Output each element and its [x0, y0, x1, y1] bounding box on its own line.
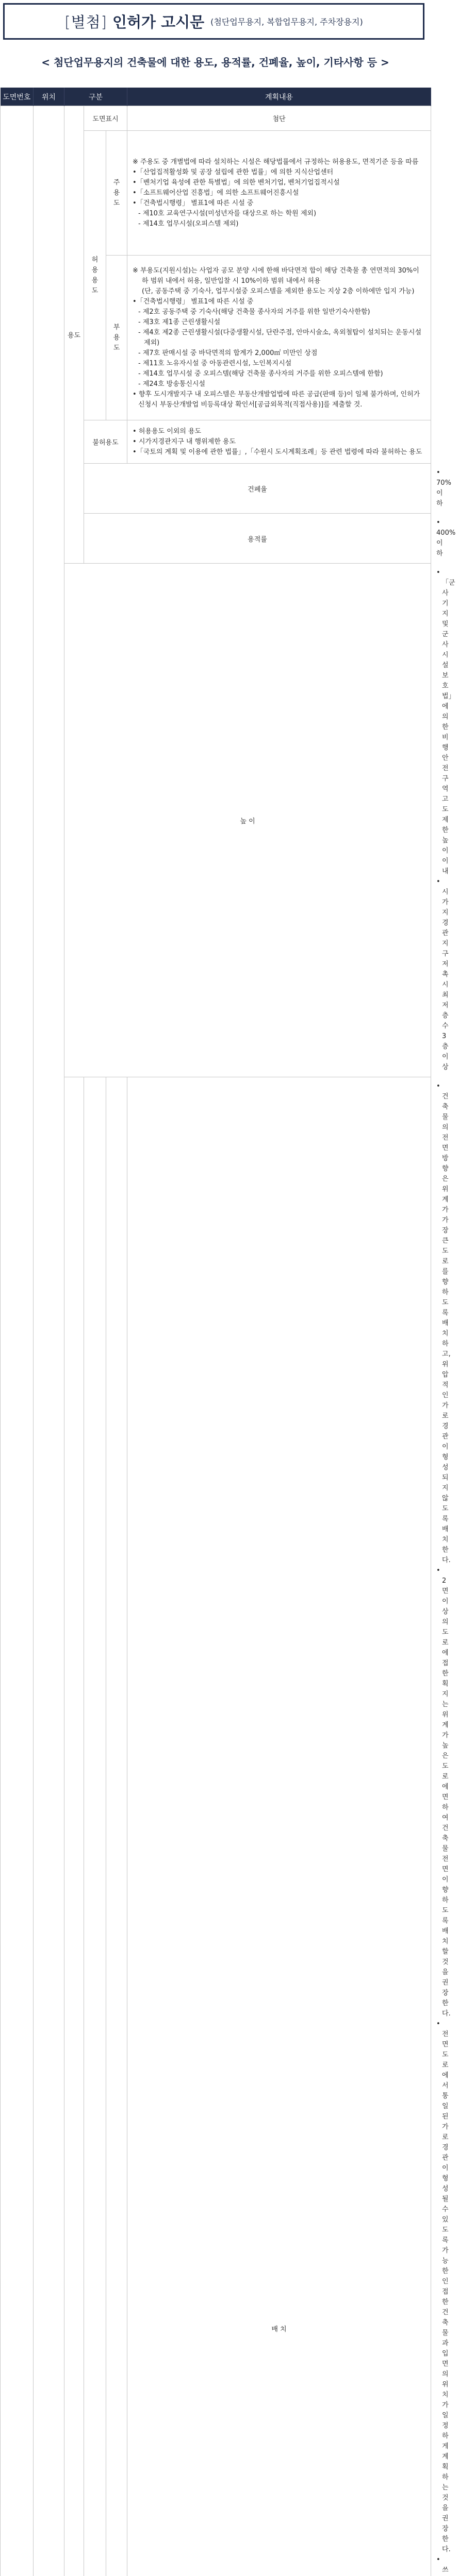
content-line: • 향후 도시개발지구 내 오피스텔은 부동산개발업법에 따른 공급(판매 등)이 일체 불가하며, 인허가 신청시 부동산개발업 비등록대상 확인서[공급외목적(직접사용)]를 제출할 것. [133, 389, 425, 410]
header-drawing-no: 도면번호 [1, 88, 34, 106]
main-usage-content [127, 131, 431, 256]
page-title: 인허가 고시문 [112, 11, 204, 32]
content-line: •「군사기지 및 군사시설보호법」에 의한 비행안전구역 고도제한 높이 이내 [436, 568, 442, 877]
far-label: 용적률 [84, 514, 431, 564]
content-line: ※ 부용도(지원시설)는 사업자 공모 분양 시에 한해 바닥면적 합이 해당 건축물 총 연면적의 30%이하 범위 내에서 허용, 일반입찰 시 10%이하 범위 내에서 허용 [133, 266, 425, 286]
table-header-row [1, 88, 431, 106]
allowed-usage-label: 허용용도 [84, 131, 106, 420]
content-line: • 건축물의 전면방향은 위계가 가장 큰 도로를 향하도록 배치하고, 위압적인 가로경관이 형성되지 않도록 배치한다. [436, 1081, 442, 1566]
content-line: - 제2호 공동주택 중 기숙사(해당 건축물 종사자의 거주를 위한 일반기숙사한함) [133, 307, 425, 317]
block1-drawing-no [1, 106, 34, 2576]
content-line: - 제4호 제2종 근린생활시설(다중생활시설, 단란주점, 안마시술소, 옥외철탑이 설치되는 운동시설 제외) [133, 328, 425, 348]
content-line: - 제10호 교육연구시설(미성년자를 대상으로 하는 학원 제외) [133, 209, 425, 219]
header-category: 구분 [64, 88, 127, 106]
coverage-label: 건폐율 [84, 464, 431, 514]
content-line: • 시가지경관지구 내 행위제한 용도 [133, 437, 425, 447]
sub-usage-label: 부용도 [106, 256, 127, 420]
prohibited-usage-content [127, 420, 431, 464]
block1-location [34, 106, 64, 2576]
content-line: • 전면도로에서 통일된 가로경관이 형성될 수 있도록 가능한 인접한 건축물과 입면의 위치가 일정하게 계획하는 것을 권장한다. [436, 2019, 442, 2555]
content-line: - 제24호 방송통신시설 [133, 379, 425, 389]
content-line: •「건축법시행령」 별표1에 따른 시설 중 [133, 297, 425, 307]
content-line: - 제14호 업무시설(오피스텔 제외) [133, 219, 425, 229]
content-line: • 시가지경관지구 저촉 시 최저층수 3층 이상 [436, 877, 442, 1073]
block2-drawing-no [64, 1077, 84, 2576]
layout-label: 배 치 [127, 1077, 431, 2576]
usage-label: 용도 [64, 106, 84, 564]
content-line: ※ 주용도 중 개별법에 따라 설치하는 시설은 해당법률에서 규정하는 허용용도, 면적기준 등을 따름 [133, 157, 425, 167]
content-line: - 제11호 노유자시설 중 아동관련시설, 노인복지시설 [133, 359, 425, 369]
content-line: •「산업집적활성화 및 공장 설립에 관한 법률」에 의한 지식산업센터 [133, 167, 425, 178]
content-line: - 제14호 업무시설 중 오피스텔(해당 건축물 종사자의 거주를 위한 오피스텔에 한함) [133, 369, 425, 379]
content-line: - 제3호 제1종 근린생활시설 [133, 317, 425, 328]
content-line: •「소프트웨어산업 진흥법」에 의한 소프트웨어진흥시설 [133, 188, 425, 198]
content-line: •「벤처기업 육성에 관한 특별법」에 의한 벤처기업, 벤처기업집적시설 [133, 178, 425, 188]
content-line: (단, 공동주택 중 기숙사, 업무시설중 오피스텔을 제외한 용도는 지상 2층 이하에만 입지 가능) [133, 286, 425, 297]
plan-table: 도면번호 위치 구분 계획내용 용도 도면표시 첨단 허용용도 주용도 ※ 주용도 중 개별법에 따라 설치하는 시설은 해당법률에서 규정하는 허용용도, 면적기준 등을 따름 •「산업집적활성화 및 공장 설립에 관한 법률」에 의한 지식산업센터 •「벤처기업 육성에 관한 특별법」에 의한 벤처기업, 벤처기업집적시설 •「소프트웨어산업 진흥법」에 의한 소프트웨어진흥시설 •「건축법시행령」 별표1에 따른 시설 중 - 제10호 교육연구시설(미성년자를 대상으로 하는 학원 제외) - 제14호 업무시설(오피스텔 제외) 부용도 ※ 부용도(지원시설)는 사업자 공모 분양 시에 한해 바닥면적 합이 해당 건축물 총 연면적의 30%이하 범위 내에서 허용, 일반입찰 시 10%이하 범위 내에서 허용 (단, 공동주택 중 기숙사, 업무시설중 오피스텔을 제외한 용도는 지상 2층 이하에만 입지 가능) •「건축법시행령」 별표1에 따른 시설 중 - 제2호 공동주택 중 기숙사(해당 건축물 종사자의 거주를 위한 일반기숙사한함) - 제3호 제1종 근린생활시설 - 제4호 제2종 근린생활시설(다중생활시설, 단란주점, 안마시술소, 옥외철탑이 설치되는 운동시설 제외) - 제7호 판매시설 중 바닥면적의 합계가 2,000㎡ 미만인 상점 - 제11호 노유자시설 중 아동관련시설, 노인복지시설 - 제14호 업무시설 중 오피스텔(해당 건축물 종사자의 거주를 위한 오피스텔에 한함) - 제24호 방송통신시설 • 향후 도시개발지구 내 오피스텔은 부동산개발업법에 따른 공급(판매 등)이 일체 불가하며, 인허가 신청시 부동산개발업 비등록대상 확인서[공급외목적(직접사용)]를 제출할 것. 불허용도 • 허용용도 이외의 용도 • 시가지경관지구 내 행위제한 용도 •「국토의 계획 및 이용에 관한 법률」,「수원시 도시계획조례」등 관련 법령에 따라 불허하는 용도 건폐율 • 70% 이하 용적률 • 400% 이하 높 이 •「군사기지 및 군사시설보호법」에 의한 비행안전구역 고도제한 높이 이내 • 시가지경관지구 저촉 시 최저층수 3층 이상 배 치 • 건축물의 전면방향은 위계가 가장 큰 도로를 향하도록 배치하고, 위압적인 가로경관이 형성되지 않도록 배치한다. • 2면 이상의 도로에 접한 획지는 위계가 높은 도로에 면하여 건축물 전면이 향하도록 배치할 것을 권장한다. • 전면도로에서 통일된 가로경관이 형성될 수 있도록 가능한 인접한 건축물과 입면의 위치가 일정하게 계획하는 것을 권장한다. • 쓰 [0, 88, 431, 2576]
content-line: •「국토의 계획 및 이용에 관한 법률」,「수원시 도시계획조례」등 관련 법령에 따라 불허하는 용도 [133, 447, 425, 457]
content-line: • 허용용도 이외의 용도 [133, 427, 425, 437]
page-subtitle: (첨단업무용지, 복합업무용지, 주차장용지) [210, 15, 363, 27]
block2-blank-cell [106, 1077, 127, 2576]
map-label: 도면표시 [84, 106, 127, 131]
prohibited-usage-label: 불허용도 [84, 420, 127, 464]
height-label: 높 이 [64, 564, 431, 1077]
header-location: 위치 [34, 88, 64, 106]
content-line: - 제7호 판매시설 중 바닥면적의 합계가 2,000㎡ 미만인 상점 [133, 348, 425, 359]
content-line: •「건축법시행령」 별표1에 따른 시설 중 [133, 198, 425, 209]
section-title: < 첨단업무용지의 건축물에 대한 용도, 용적률, 건폐율, 높이, 기타사항 등 > [0, 54, 431, 69]
annex-tag: [별첨] [64, 11, 107, 32]
map-value: 첨단 [127, 106, 431, 131]
sub-usage-content [127, 256, 431, 420]
content-line: • 쓰 [436, 2555, 442, 2576]
title-box [3, 3, 424, 40]
header-plan-content: 계획내용 [127, 88, 431, 106]
block2-location [84, 1077, 106, 2576]
content-line: • 2면 이상의 도로에 접한 획지는 위계가 높은 도로에 면하여 건축물 전면이 향하도록 배치할 것을 권장한다. [436, 1566, 442, 2019]
main-usage-label: 주용도 [106, 131, 127, 256]
